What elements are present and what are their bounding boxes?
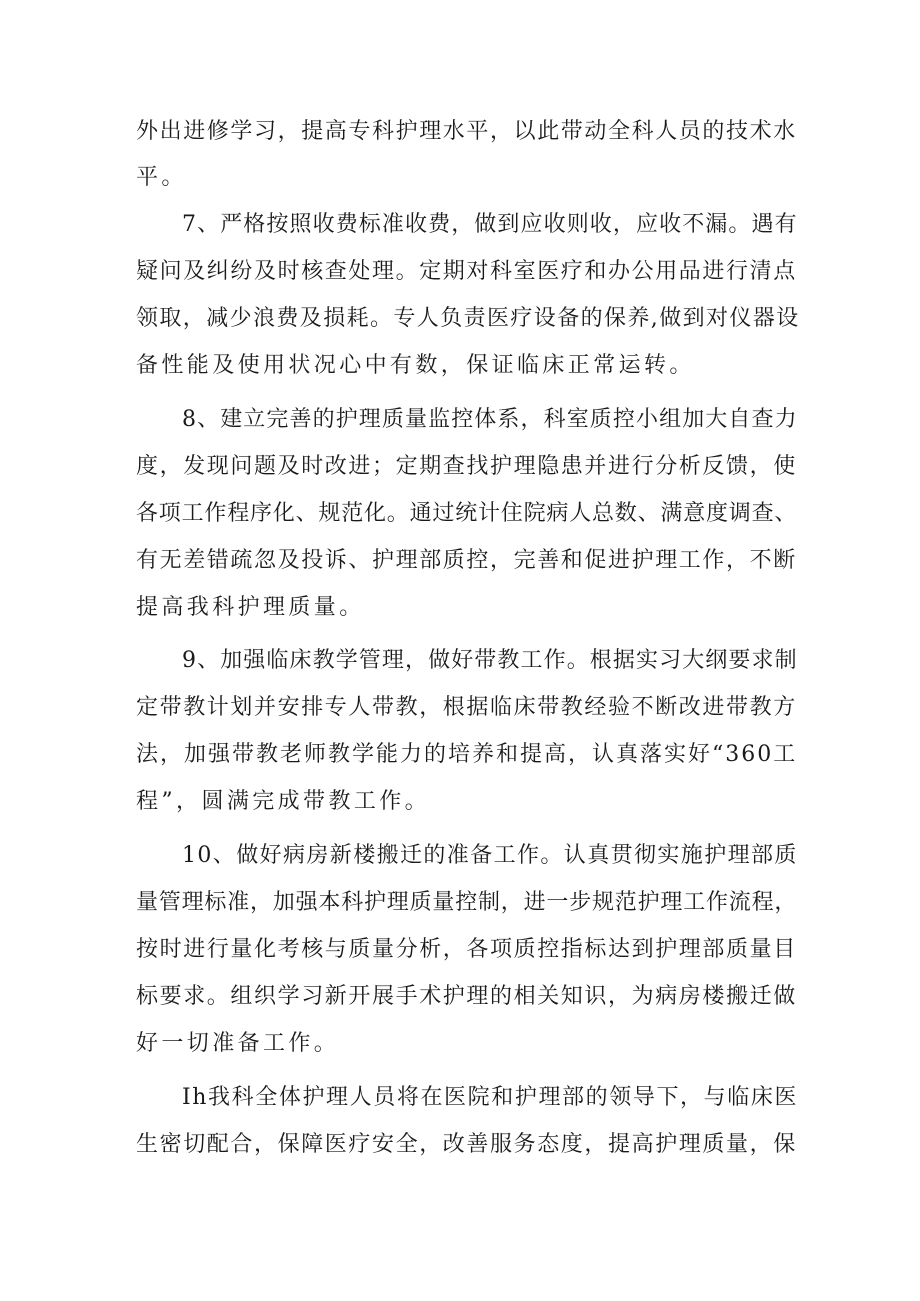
text-line: 有无差错疏忽及投诉、护理部质控，完善和促进护理工作，不断 (136, 548, 797, 573)
text-line: 程”，圆满完成带教工作。 (136, 789, 431, 814)
paragraph-8-line: 8、建立完善的护理质量监控体系，科室质控小组加大自查力 (182, 407, 798, 432)
text-line: 定带教计划并安排专人带教，根据临床带教经验不断改进带教方 (136, 695, 797, 720)
text-line: 领取，减少浪费及损耗。专人负责医疗设备的保养,做到对仪器设 (136, 306, 800, 331)
text-line: 法，加强带教老师教学能力的培养和提高，认真落实好“360工 (136, 742, 798, 767)
text-line: 外出进修学习，提高专科护理水平，以此带动全科人员的技术水 (136, 119, 797, 144)
paragraph-9-line: 9、加强临床教学管理，做好带教工作。根据实习大纲要求制 (182, 648, 798, 673)
paragraph-10-line: 10、做好病房新楼搬迁的准备工作。认真贯彻实施护理部质 (182, 843, 798, 868)
text-line: 生密切配合，保障医疗安全，改善服务态度，提高护理质量，保 (136, 1132, 797, 1157)
text-line: 按时进行量化考核与质量分析，各项质控指标达到护理部质量目 (136, 937, 797, 962)
text-line: 好一切准备工作。 (136, 1031, 340, 1056)
text-line: 平。 (136, 165, 187, 190)
text-line: 标要求。组织学习新开展手术护理的相关知识，为病房楼搬迁做 (136, 984, 797, 1009)
text-line: 提高我科护理质量。 (136, 595, 365, 620)
text-line: 量管理标准，加强本科护理质量控制，进一步规范护理工作流程， (136, 890, 798, 915)
text-line: 各项工作程序化、规范化。通过统计住院病人总数、满意度调查、 (136, 501, 798, 526)
text-line: 疑问及纠纷及时核查处理。定期对科室医疗和办公用品进行清点 (136, 259, 797, 284)
paragraph-11-line: Ih我科全体护理人员将在医院和护理部的领导下，与临床医 (182, 1085, 799, 1110)
text-line: 度，发现问题及时改进；定期查找护理隐患并进行分析反馈，使 (136, 454, 797, 479)
paragraph-7-line: 7、严格按照收费标准收费，做到应收则收，应收不漏。遇有 (182, 212, 798, 237)
text-line: 备性能及使用状况心中有数，保证临床正常运转。 (136, 353, 695, 378)
